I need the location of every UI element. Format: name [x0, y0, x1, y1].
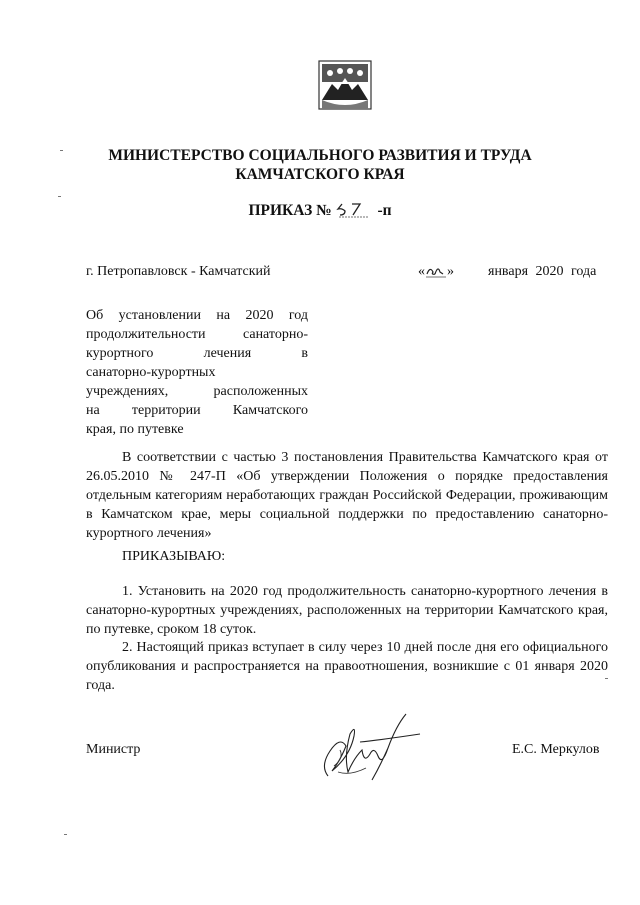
order-item-1: 1. Установить на 2020 год продолжительность санаторно-курортного лечения в санаторно-курортных учреждениях, расположенных на территории Камчатского края, по путевке, сроком 18 суток.	[86, 584, 608, 637]
ministry-name-line2: КАМЧАТСКОГО КРАЯ	[235, 166, 405, 183]
order-prefix: ПРИКАЗ №	[248, 202, 332, 219]
preamble: В соответствии с частью 3 постановления Правительства Камчатского края от 26.05.2010 № 247-П «Об утверждении Положения о порядке предоставления отдельным категориям неработающих граждан Российской Федерации, проживающим в Камчатском крае, меры социальной поддержки по предоставлению санаторно-курортного лечения»	[86, 450, 608, 541]
signature-scribble	[310, 706, 430, 786]
subject-line: края, по путевке	[86, 422, 184, 437]
subject-line: на территории Камчатского	[86, 403, 308, 418]
subject-line: учреждениях, расположенных	[86, 384, 308, 399]
order-title	[0, 200, 640, 220]
signatory-position: Министр	[86, 742, 141, 757]
subject-line: санаторно-курортных	[86, 365, 216, 380]
date-day: « »	[418, 264, 454, 279]
signatory-name: Е.С. Меркулов	[512, 742, 600, 757]
kamchatka-emblem-icon	[318, 60, 372, 110]
order-subject	[86, 306, 308, 439]
subject-line: курортного лечения в	[86, 346, 308, 361]
scan-speck	[60, 150, 63, 151]
scan-speck	[64, 834, 67, 835]
order-suffix: -п	[377, 202, 392, 219]
scan-speck	[58, 196, 61, 197]
subject-line: Об установлении на 2020 год	[86, 308, 308, 323]
ministry-name-line1: МИНИСТЕРСТВО СОЦИАЛЬНОГО РАЗВИТИЯ И ТРУДА	[108, 147, 532, 164]
order-word: ПРИКАЗЫВАЮ:	[122, 549, 226, 564]
date-month-year: января 2020 года	[488, 264, 597, 279]
handwritten-day-digits	[425, 262, 447, 278]
handwritten-order-number	[336, 200, 374, 218]
city: г. Петропавловск - Камчатский	[86, 264, 271, 279]
scan-speck	[605, 678, 608, 679]
order-item-2: 2. Настоящий приказ вступает в силу через 10 дней после дня его официального опубликования и распространяется на правоотношения, возникшие с 01 января 2020 года.	[86, 640, 608, 693]
subject-line: продолжительности санаторно-	[86, 327, 308, 342]
